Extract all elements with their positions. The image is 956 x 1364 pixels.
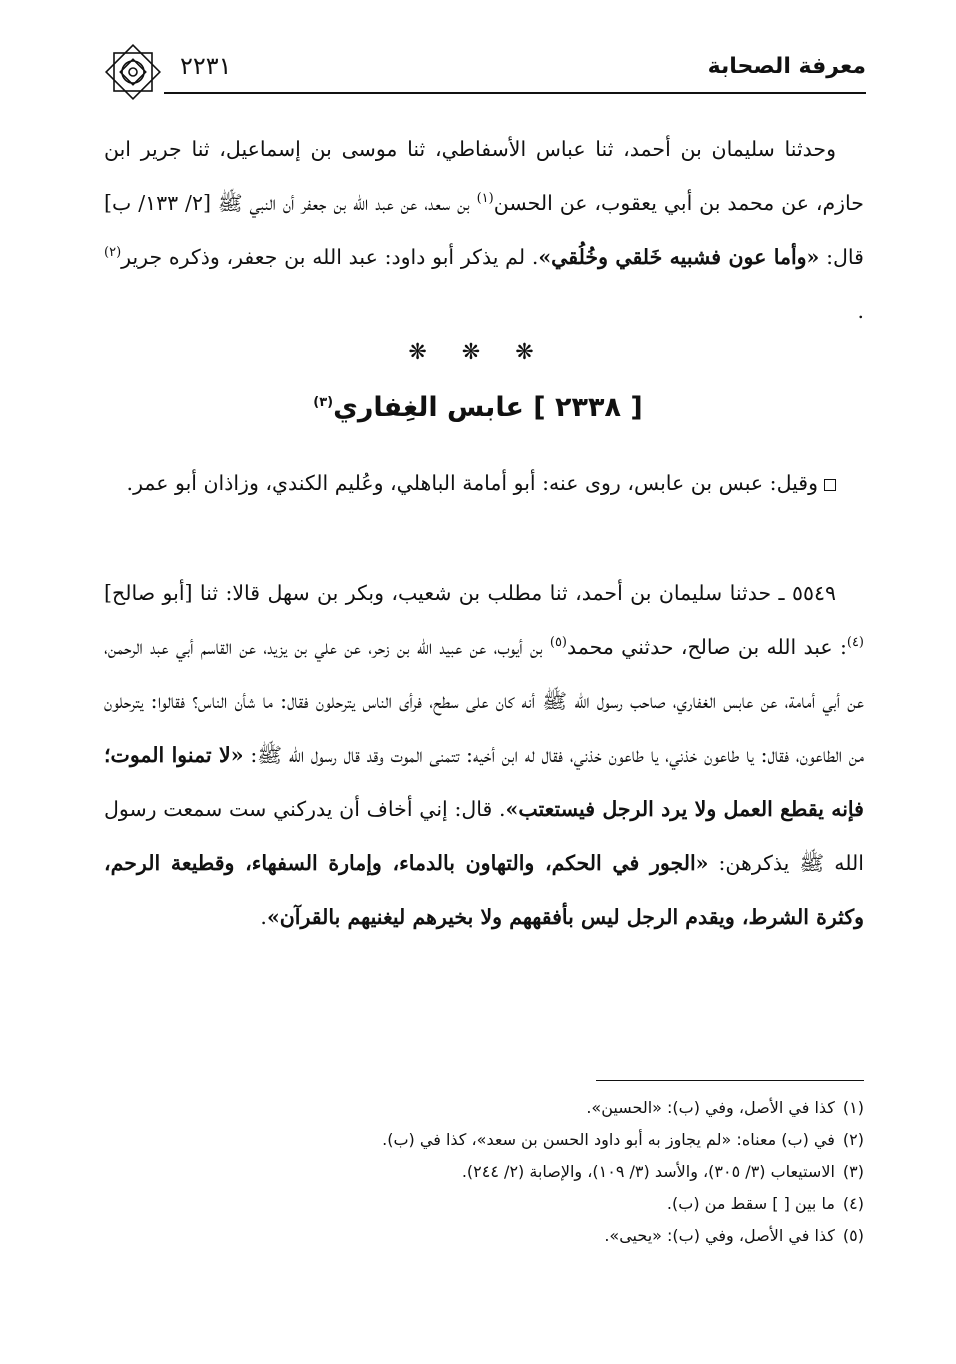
footnote (104, 1092, 864, 1124)
paragraph-3 (104, 566, 864, 944)
paragraph-text: وحدثنا سليمان بن أحمد، ثنا عباس الأسفاطي، ثنا موسى بن إسماعيل، ثنا جرير ابن حازم، عن محمد بن أبي يعقوب، عن الحسن (104, 137, 864, 215)
footnote-ref: (٣) (313, 395, 334, 410)
octagram-ornament-icon (100, 42, 166, 102)
footnote (104, 1124, 864, 1156)
paragraph-2 (104, 456, 864, 510)
paragraph-text: بن سعد، عن عبد الله بن جعفر أن النبي ﷺ [٢/ ١٣٣/ ب] قال: (104, 191, 864, 269)
paragraph-text: بن أيوب، عن عبيد الله بن زحر، عن علي بن يزيد، عن القاسم أبي عبد الرحمن، عن أبي أمامة، عن عابس الغفاري، صاحب رسول الله ﷺ أنه كان على سطح، فرأى الناس يترحلون فقال: ما شأن الناس؟ فقالوا: يترحلون من الطاعون، فقال: يا طاعون خذني، يا طاعون خذني، فقال له ابن أخيه: تتمنى الموت وقد قال رسول الله ﷺ: (104, 635, 864, 767)
paragraph-text: . (260, 905, 267, 929)
footnote-ref: (١) (476, 191, 494, 207)
section-separator: ❋ ❋ ❋ (408, 340, 548, 365)
footnote-text: في (ب) معناه: «لم يجاوز به أبو داود الحسن بن سعد»، كذا في (ب). (382, 1130, 835, 1149)
heading-text: [ ٢٣٣٨ ] عابس الغِفاري (333, 392, 643, 423)
footnote (104, 1156, 864, 1188)
hadith-quote: «لا تمنوا الموت؛ فإنه يقطع العمل ولا يرد الرجل فيستعتب» (104, 743, 864, 821)
square-marker-icon (824, 479, 836, 491)
footnote (104, 1188, 864, 1220)
paragraph-text: : عبد الله بن صالح، حدثني محمد (567, 635, 847, 659)
header-rule (164, 92, 866, 94)
paragraph-text: ٥٥٤٩ ـ حدثنا سليمان بن أحمد، ثنا مطلب بن شعيب، وبكر بن سهل قالا: ثنا [أبو صالح] (104, 581, 836, 605)
footnote-number: (٥) (842, 1226, 864, 1245)
footnote-divider (596, 1080, 864, 1081)
footnote (104, 1220, 864, 1252)
section-heading (0, 392, 956, 423)
paragraph-text: وقيل: عبس بن عابس، روى عنه: أبو أمامة الباهلي، وعُليم الكندي، وزاذان أبو عمر. (126, 471, 818, 495)
paragraph-1 (104, 122, 864, 338)
paragraph-text: . قال: إني أخاف أن يدركني ست سمعت رسول الله ﷺ يذكرهن: (104, 797, 864, 875)
hadith-quote: «الجور في الحكم، والتهاون بالدماء، وإمارة السفهاء، وقطيعة الرحم، وكثرة الشرط، ويقدم الرجل ليس بأفقههم ولا بخيرهم ليغنيهم بالقرآن» (104, 851, 864, 929)
footnotes (104, 1092, 864, 1252)
footnote-number: (١) (842, 1098, 864, 1117)
footnote-text: كذا في الأصل، وفي (ب): «يحيى». (604, 1226, 835, 1245)
footnote-ref: (٤) (846, 635, 864, 651)
footnote-text: ما بين [ ] سقط من (ب). (666, 1194, 835, 1213)
page-number: ٢٢٣١ (180, 52, 232, 80)
footnote-ref: (٥) (549, 635, 567, 651)
paragraph-text: . لم يذكر أبو داود: عبد الله بن جعفر، وذكره جرير (121, 245, 539, 269)
paragraph-text: . (857, 299, 864, 323)
hadith-quote: «وأما عون فشبيه خَلقي وخُلُقي» (538, 245, 820, 269)
running-title: معرفة الصحابة (707, 54, 866, 79)
footnote-text: الاستيعاب (٣/ ٣٠٥)، والأسد (٣/ ١٠٩)، والإصابة (٢/ ٢٤٤). (461, 1162, 835, 1181)
footnote-ref: (٢) (104, 245, 122, 261)
footnote-number: (٣) (842, 1162, 864, 1181)
footnote-number: (٤) (842, 1194, 864, 1213)
footnote-number: (٢) (842, 1130, 864, 1149)
footnote-text: كذا في الأصل، وفي (ب): «الحسين». (586, 1098, 835, 1117)
page-header (100, 44, 866, 96)
